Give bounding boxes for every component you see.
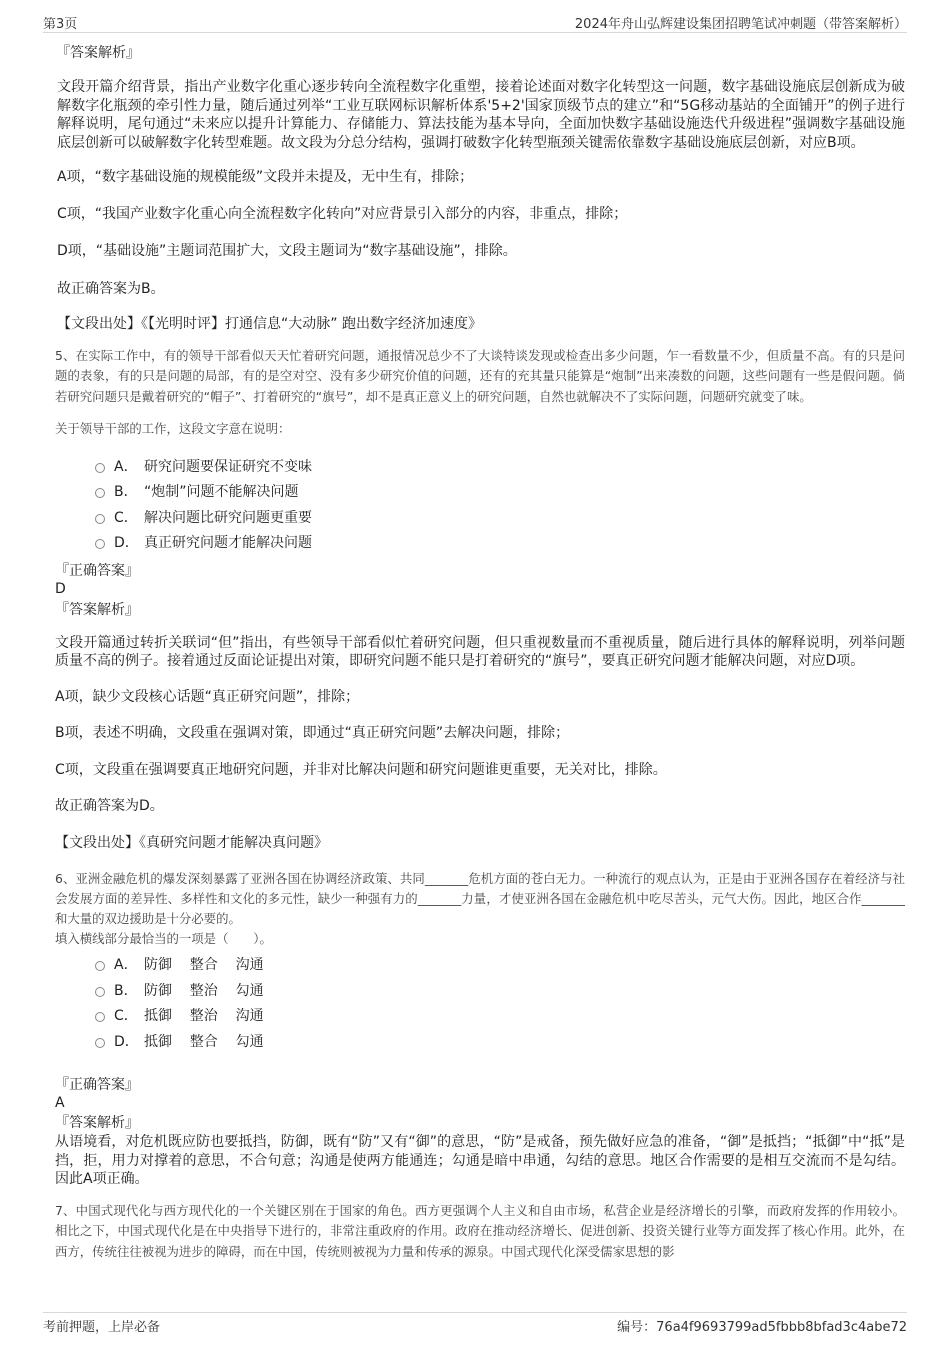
option-list: [55, 455, 905, 557]
option-b[interactable]: B． “炮制”问题不能解决问题: [55, 480, 905, 506]
radio-icon[interactable]: [95, 1012, 105, 1022]
radio-icon[interactable]: [95, 514, 105, 524]
explanation-option-b: B项，表述不明确，文段重在强调对策，即通过“真正研究问题”去解决问题，排除；: [55, 725, 570, 741]
option-c[interactable]: C． 抵御 整治 沟通: [55, 1004, 905, 1030]
correct-answer-conclusion: 故正确答案为B。: [57, 280, 165, 297]
explanation-paragraph: 文段开篇介绍背景，指出产业数字化重心逐步转向全流程数字化重塑，接着论述面对数字化转型这一问题，数字基础设施底层创新成为破解数字化瓶颈的牵引性力量，随后通过列举“工业互联网标识解析体系'5+2'国家顶级节点的建立”和“5G移动基站的全面铺开”的例子进行解释说明，尾句通过“未来应以提升计算能力、存储能力、算法技能为基本导向，全面加快数字基础设施迭代升级进程”强调数字基础设施底层创新可以破解数字化转型难题。故文段为分总分结构，强调打破数字化转型瓶颈关键需依靠数字基础设施底层创新，对应B项。: [57, 79, 905, 151]
q4-explanation: [57, 44, 905, 334]
option-a[interactable]: A． 防御 整合 沟通: [55, 953, 905, 979]
explanation-option-c: C项，文段重在强调要真正地研究问题，并非对比解决问题和研究问题谁更重要，无关对比，排除。: [55, 761, 667, 778]
explanation-option-a: A项，“数字基础设施的规模能级”文段并未提及，无中生有，排除；: [57, 169, 474, 185]
radio-icon[interactable]: [95, 1038, 105, 1048]
question-stem: 6、亚洲金融危机的爆发深刻暴露了亚洲各国在协调经济政策、共同_______危机方面的苍白无力。一种流行的观点认为，正是由于亚洲各国存在着经济与社会发展方面的差异性、多样性和文化的多元性，缺少一种强有力的_______力量，才使亚洲各国在金融危机中吃尽苦头，元气大伤。因此，地区合作_______和大量的双边援助是十分必要的。: [55, 871, 905, 926]
radio-icon[interactable]: [95, 463, 105, 473]
question-7: [55, 1201, 905, 1263]
explanation-label: 『答案解析』: [55, 1115, 139, 1131]
explanation-label: 『答案解析』: [55, 601, 139, 618]
code-value: 76a4f9693799ad5fbbb8bfad3c4abe72: [656, 1320, 907, 1335]
passage-source: 【文段出处】《【光明时评】打通信息“大动脉” 跑出数字经济加速度》: [57, 316, 482, 332]
radio-icon[interactable]: [95, 987, 105, 997]
option-a[interactable]: A． 研究问题要保证研究不变味: [55, 455, 905, 481]
answer-label: 『正确答案』: [55, 562, 139, 579]
question-prompt: 关于领导干部的工作，这段文字意在说明：: [55, 421, 291, 436]
document-title: 2024年舟山弘辉建设集团招聘笔试冲刺题（带答案解析）: [574, 17, 907, 32]
explanation-label: 『答案解析』: [56, 45, 140, 61]
question-5: [55, 346, 905, 853]
radio-icon[interactable]: [95, 539, 105, 549]
explanation-option-d: D项，“基础设施”主题词范围扩大，文段主题词为“数字基础设施”，排除。: [57, 243, 517, 259]
explanation-paragraph: 文段开篇通过转折关联词“但”指出，有些领导干部看似忙着研究问题，但只重视数量而不重视质量，随后进行具体的解释说明，列举问题质量不高的例子。接着通过反面论证提出对策，即研究问题不能只是打着研究的“旗号”，要真正研究问题才能解决问题，对应D项。: [55, 634, 905, 669]
explanation-option-a: A项，缺少文段核心话题“真正研究问题”，排除；: [55, 688, 360, 705]
radio-icon[interactable]: [95, 488, 105, 498]
correct-answer-conclusion: 故正确答案为D。: [55, 798, 164, 814]
option-b[interactable]: B． 防御 整治 勾通: [55, 979, 905, 1005]
answer-label: 『正确答案』: [55, 1077, 139, 1093]
question-stem: 7、中国式现代化与西方现代化的一个关键区别在于国家的角色。西方更强调个人主义和自由市场，私营企业是经济增长的引擎，而政府发挥的作用较小。相比之下，中国式现代化是在中央指导下进行的，非常注重政府的作用。政府在推动经济增长、促进创新、投资关键行业等方面发挥了核心作用。此外，在西方，传统往往被视为进步的障碍，而在中国，传统则被视为力量和传承的源泉。中国式现代化深受儒家思想的影: [55, 1202, 905, 1259]
page-number: 第3页: [43, 17, 78, 32]
correct-answer: D: [55, 580, 66, 597]
explanation-paragraph: 从语境看，对危机既应防也要抵挡，防御，既有“防”又有“御”的意思，“防”是戒备，预先做好应急的准备，“御”是抵挡；“抵御”中“抵”是挡，拒，用力对撑着的意思，不合句意；沟通是使两方能通连；勾通是暗中串通，勾结的意思。地区合作需要的是相互交流而不是勾结。因此A项正确。: [55, 1134, 905, 1187]
correct-answer: A: [55, 1095, 65, 1111]
radio-icon[interactable]: [95, 961, 105, 971]
question-6: [55, 869, 905, 1189]
page-content: [57, 44, 905, 1262]
passage-source: 【文段出处】《真研究问题才能解决真问题》: [55, 834, 328, 851]
question-prompt: 填入横线部分最恰当的一项是（ ）。: [55, 931, 272, 946]
option-list: [55, 953, 905, 1055]
question-stem: 5、在实际工作中，有的领导干部看似天天忙着研究问题，通报情况总少不了大谈特谈发现或检查出多少问题，乍一看数量不少，但质量不高。有的只是问题的表象，有的只是问题的局部，有的是空对空、没有多少研究价值的问题，还有的充其量只能算是“炮制”出来凑数的问题，这些问题有一些是假问题。倘若研究问题只是戴着研究的“帽子”、打着研究的“旗号”，却不是真正意义上的研究问题，自然也就解决不了实际问题，问题研究就变了味。: [55, 347, 905, 404]
document-code: [617, 1316, 907, 1335]
page-footer: [43, 1312, 907, 1335]
page-header: [43, 10, 907, 33]
code-label: 编号：: [617, 1320, 657, 1335]
option-d[interactable]: D． 抵御 整合 勾通: [55, 1030, 905, 1056]
option-c[interactable]: C． 解决问题比研究问题更重要: [55, 506, 905, 532]
explanation-option-c: C项，“我国产业数字化重心向全流程数字化转向”对应背景引入部分的内容，非重点，排除；: [57, 205, 628, 222]
footer-slogan: 考前押题，上岸必备: [43, 1320, 161, 1335]
option-d[interactable]: D． 真正研究问题才能解决问题: [55, 531, 905, 557]
